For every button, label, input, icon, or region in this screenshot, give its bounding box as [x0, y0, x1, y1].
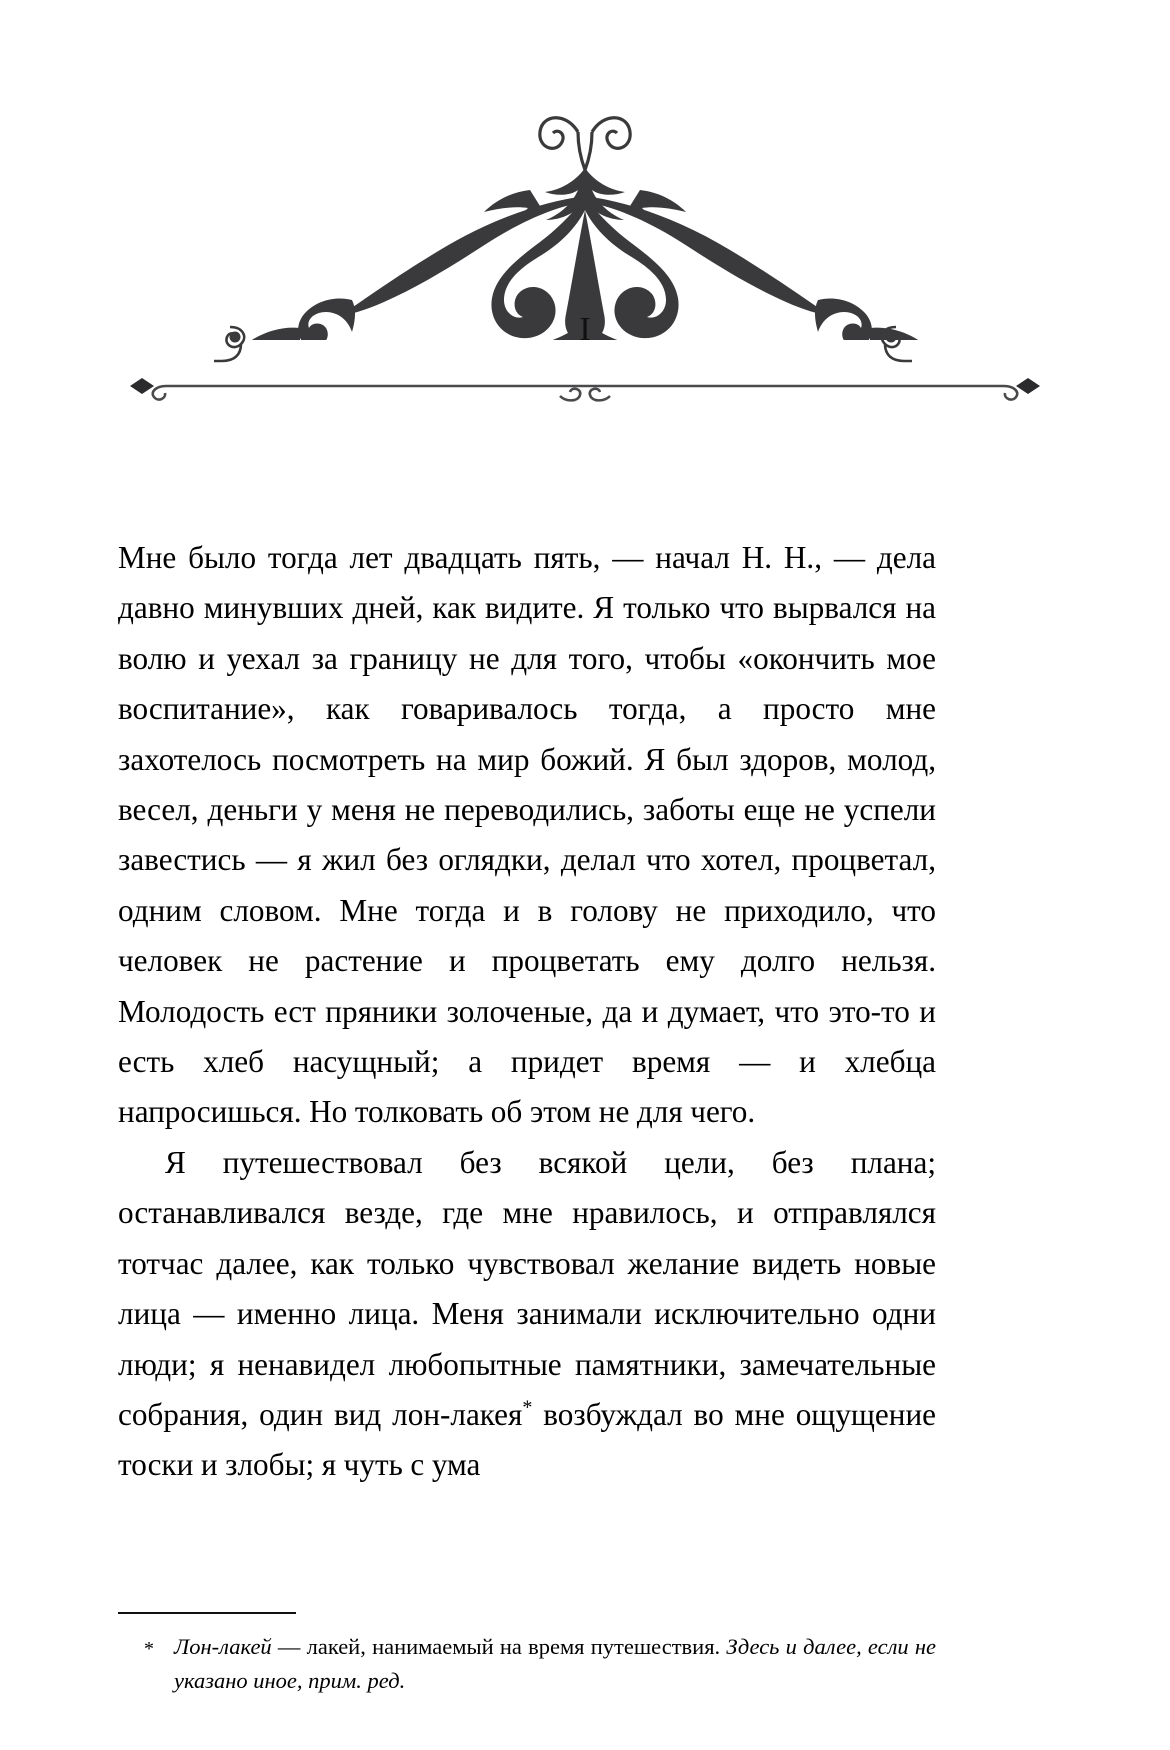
footnote-separator-rule	[118, 1612, 296, 1614]
footnote-text	[118, 1630, 936, 1698]
chapter-header	[0, 70, 1170, 348]
footnote-marker: *	[144, 1638, 154, 1660]
paragraph-1: Мне было тогда лет двадцать пять, — начал Н. Н., — дела давно минувших дней, как видите. Я только что вырвался на волю и уехал за границу не для того, чтобы «окончить мое воспитание», как говаривалось тогда, а просто мне захотелось посмотреть на мир божий. Я был здоров, молод, весел, деньги у меня не переводились, заботы еще не успели завестись — я жил без оглядки, делал что хотел, процветал, одним словом. Мне тогда и в голову не приходило, что человек не растение и процветать ему долго нельзя. Молодость ест пряники золоченые, да и думает, что это-то и есть хлеб насущный; а придет время — и хлебца напросишься. Но толковать об этом не для чего.	[118, 540, 936, 1130]
footnote-definition: — лакей, нанимаемый на время путешествия.	[271, 1634, 727, 1659]
paragraph-2-text: Я путешествовал без всякой цели, без плана; останавливался везде, где мне нравилось, и отправлялся тотчас далее, как только чувствовал желание видеть новые лица — именно лица. Меня занимали исключительно одни люди; я ненавидел любопытные памятники, замечательные собрания, один вид лон-лакея	[118, 1144, 936, 1432]
chapter-divider-rule-icon	[0, 370, 1170, 410]
paragraph-2	[118, 1138, 936, 1491]
floral-scroll-headpiece-icon	[0, 70, 1170, 340]
chapter-number-flourishes-icon	[0, 311, 1170, 375]
footnote-reference-marker[interactable]: *	[522, 1396, 533, 1419]
chapter-number: I	[579, 311, 591, 348]
paragraph-2-tail: возбуждал во мне ощущение тоски и злобы; я чуть с ума	[118, 1396, 936, 1483]
footnote-term: Лон-лакей	[174, 1634, 272, 1659]
footnote-editorial-note: Здесь и далее, если не указано иное, прим. ред.	[174, 1634, 937, 1693]
footnote-area	[118, 1612, 936, 1698]
body-text-block	[118, 533, 936, 1491]
